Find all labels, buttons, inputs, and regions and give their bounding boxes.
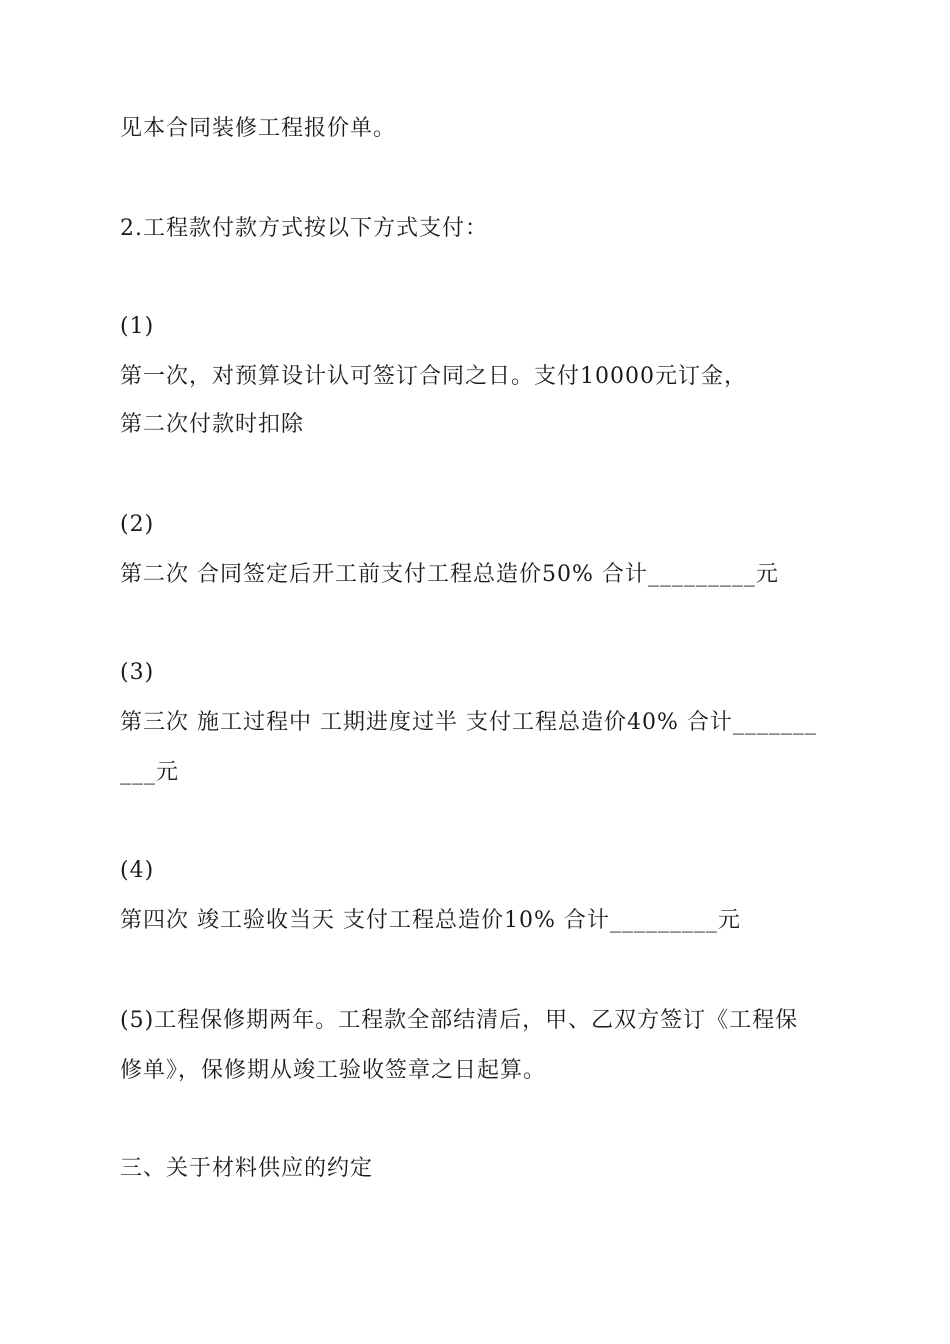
warranty-continuation: 修单》，保修期从竣工验收签章之日起算。	[120, 1058, 547, 1083]
item-3-label: (3)	[120, 660, 155, 685]
third-payment-line: 第三次 施工过程中 工期进度过半 支付工程总造价40% 合计_______	[120, 710, 817, 735]
payment-method-heading: 2.工程款付款方式按以下方式支付：	[120, 216, 488, 241]
quote-reference-line: 见本合同装修工程报价单。	[120, 116, 397, 141]
first-payment-line: 第一次，对预算设计认可签订合同之日。支付10000元订金，	[120, 364, 747, 389]
second-payment-line: 第二次 合同签定后开工前支付工程总造价50% 合计_________元	[120, 562, 779, 587]
first-payment-deduction-line: 第二次付款时扣除	[120, 412, 305, 437]
item-1-label: (1)	[120, 314, 155, 339]
warranty-line: (5)工程保修期两年。工程款全部结清后，甲、乙双方签订《工程保	[120, 1008, 799, 1033]
item-4-label: (4)	[120, 858, 155, 883]
fourth-payment-line: 第四次 竣工验收当天 支付工程总造价10% 合计_________元	[120, 908, 741, 933]
section-3-heading: 三、关于材料供应的约定	[120, 1156, 374, 1181]
item-2-label: (2)	[120, 512, 155, 537]
third-payment-continuation: ___元	[120, 760, 180, 785]
